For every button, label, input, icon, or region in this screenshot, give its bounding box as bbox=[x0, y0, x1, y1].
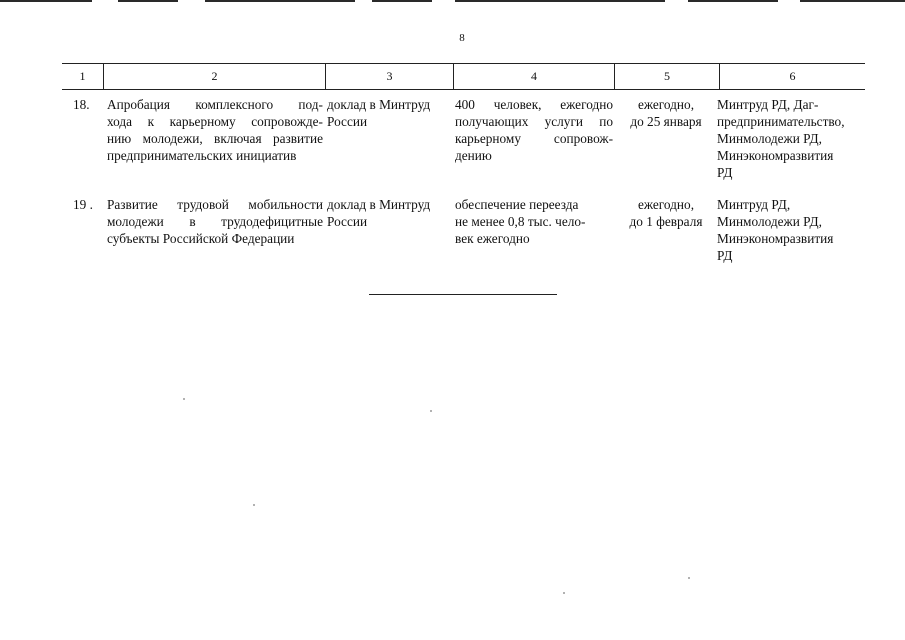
measure-cell bbox=[107, 196, 323, 247]
indicator-cell bbox=[455, 196, 613, 247]
row-number bbox=[73, 96, 103, 113]
result-line: доклад в Минтруд bbox=[327, 197, 431, 212]
row-number bbox=[73, 196, 103, 213]
measure-line: субъекты Российской Федерации bbox=[107, 231, 295, 246]
column-number-1: 1 bbox=[79, 69, 86, 83]
responsible-line: Минмолодежи РД, bbox=[717, 214, 822, 229]
indicator-line: 400 человек, ежегодно bbox=[455, 97, 613, 112]
indicator-line: обеспечение переезда bbox=[455, 197, 579, 212]
measure-line: молодежи в трудодефицитные bbox=[107, 214, 323, 229]
indicator-line: не менее 0,8 тыс. чело- bbox=[455, 214, 586, 229]
result-cell bbox=[327, 196, 453, 230]
responsible-line: РД bbox=[717, 165, 733, 180]
responsible-line: Минтруд РД, bbox=[717, 197, 791, 212]
indicator-cell bbox=[455, 96, 613, 164]
deadline-cell bbox=[616, 196, 716, 230]
measure-line: Апробация комплексного под- bbox=[107, 97, 323, 112]
indicator-line: век ежегодно bbox=[455, 231, 530, 246]
column-number-5: 5 bbox=[664, 69, 670, 83]
result-cell bbox=[327, 96, 453, 130]
result-line: доклад в Минтруд bbox=[327, 97, 431, 112]
responsible-line: Минмолодежи РД, bbox=[717, 131, 822, 146]
result-line: России bbox=[327, 214, 368, 229]
responsible-cell bbox=[717, 196, 867, 264]
measure-line: нию молодежи, включая развитие bbox=[107, 131, 323, 146]
responsible-line: Минэкономразвития bbox=[717, 148, 834, 163]
indicator-line: карьерному сопровож- bbox=[455, 131, 613, 146]
column-number-2: 2 bbox=[211, 69, 218, 83]
page-number: 8 bbox=[459, 32, 465, 44]
measure-line: хода к карьерному сопровожде- bbox=[107, 114, 323, 129]
responsible-line: РД bbox=[717, 248, 733, 263]
responsible-line: предпринимательство, bbox=[717, 114, 845, 129]
result-line: России bbox=[327, 114, 368, 129]
measure-cell bbox=[107, 96, 323, 164]
deadline-cell bbox=[616, 96, 716, 130]
deadline-line: до 1 февраля bbox=[629, 214, 703, 229]
indicator-line: получающих услуги по bbox=[455, 114, 613, 129]
indicator-line: дению bbox=[455, 148, 492, 163]
scan-top-edge bbox=[0, 0, 905, 3]
deadline-line: ежегодно, bbox=[637, 197, 695, 212]
responsible-line: Минэкономразвития bbox=[717, 231, 834, 246]
column-number-3: 3 bbox=[386, 69, 393, 83]
responsible-line: Минтруд РД, Даг- bbox=[717, 97, 819, 112]
row-number-text: 18. bbox=[73, 97, 90, 112]
measure-line: Развитие трудовой мобильности bbox=[107, 197, 323, 212]
column-number-6: 6 bbox=[789, 69, 796, 83]
deadline-line: ежегодно, bbox=[637, 97, 695, 112]
end-of-table-rule bbox=[369, 294, 557, 295]
deadline-line: до 25 января bbox=[630, 114, 702, 129]
row-number-text: 19 . bbox=[73, 197, 93, 212]
measure-line: предпринимательских инициатив bbox=[107, 148, 297, 163]
responsible-cell bbox=[717, 96, 867, 181]
column-number-4: 4 bbox=[531, 69, 537, 83]
